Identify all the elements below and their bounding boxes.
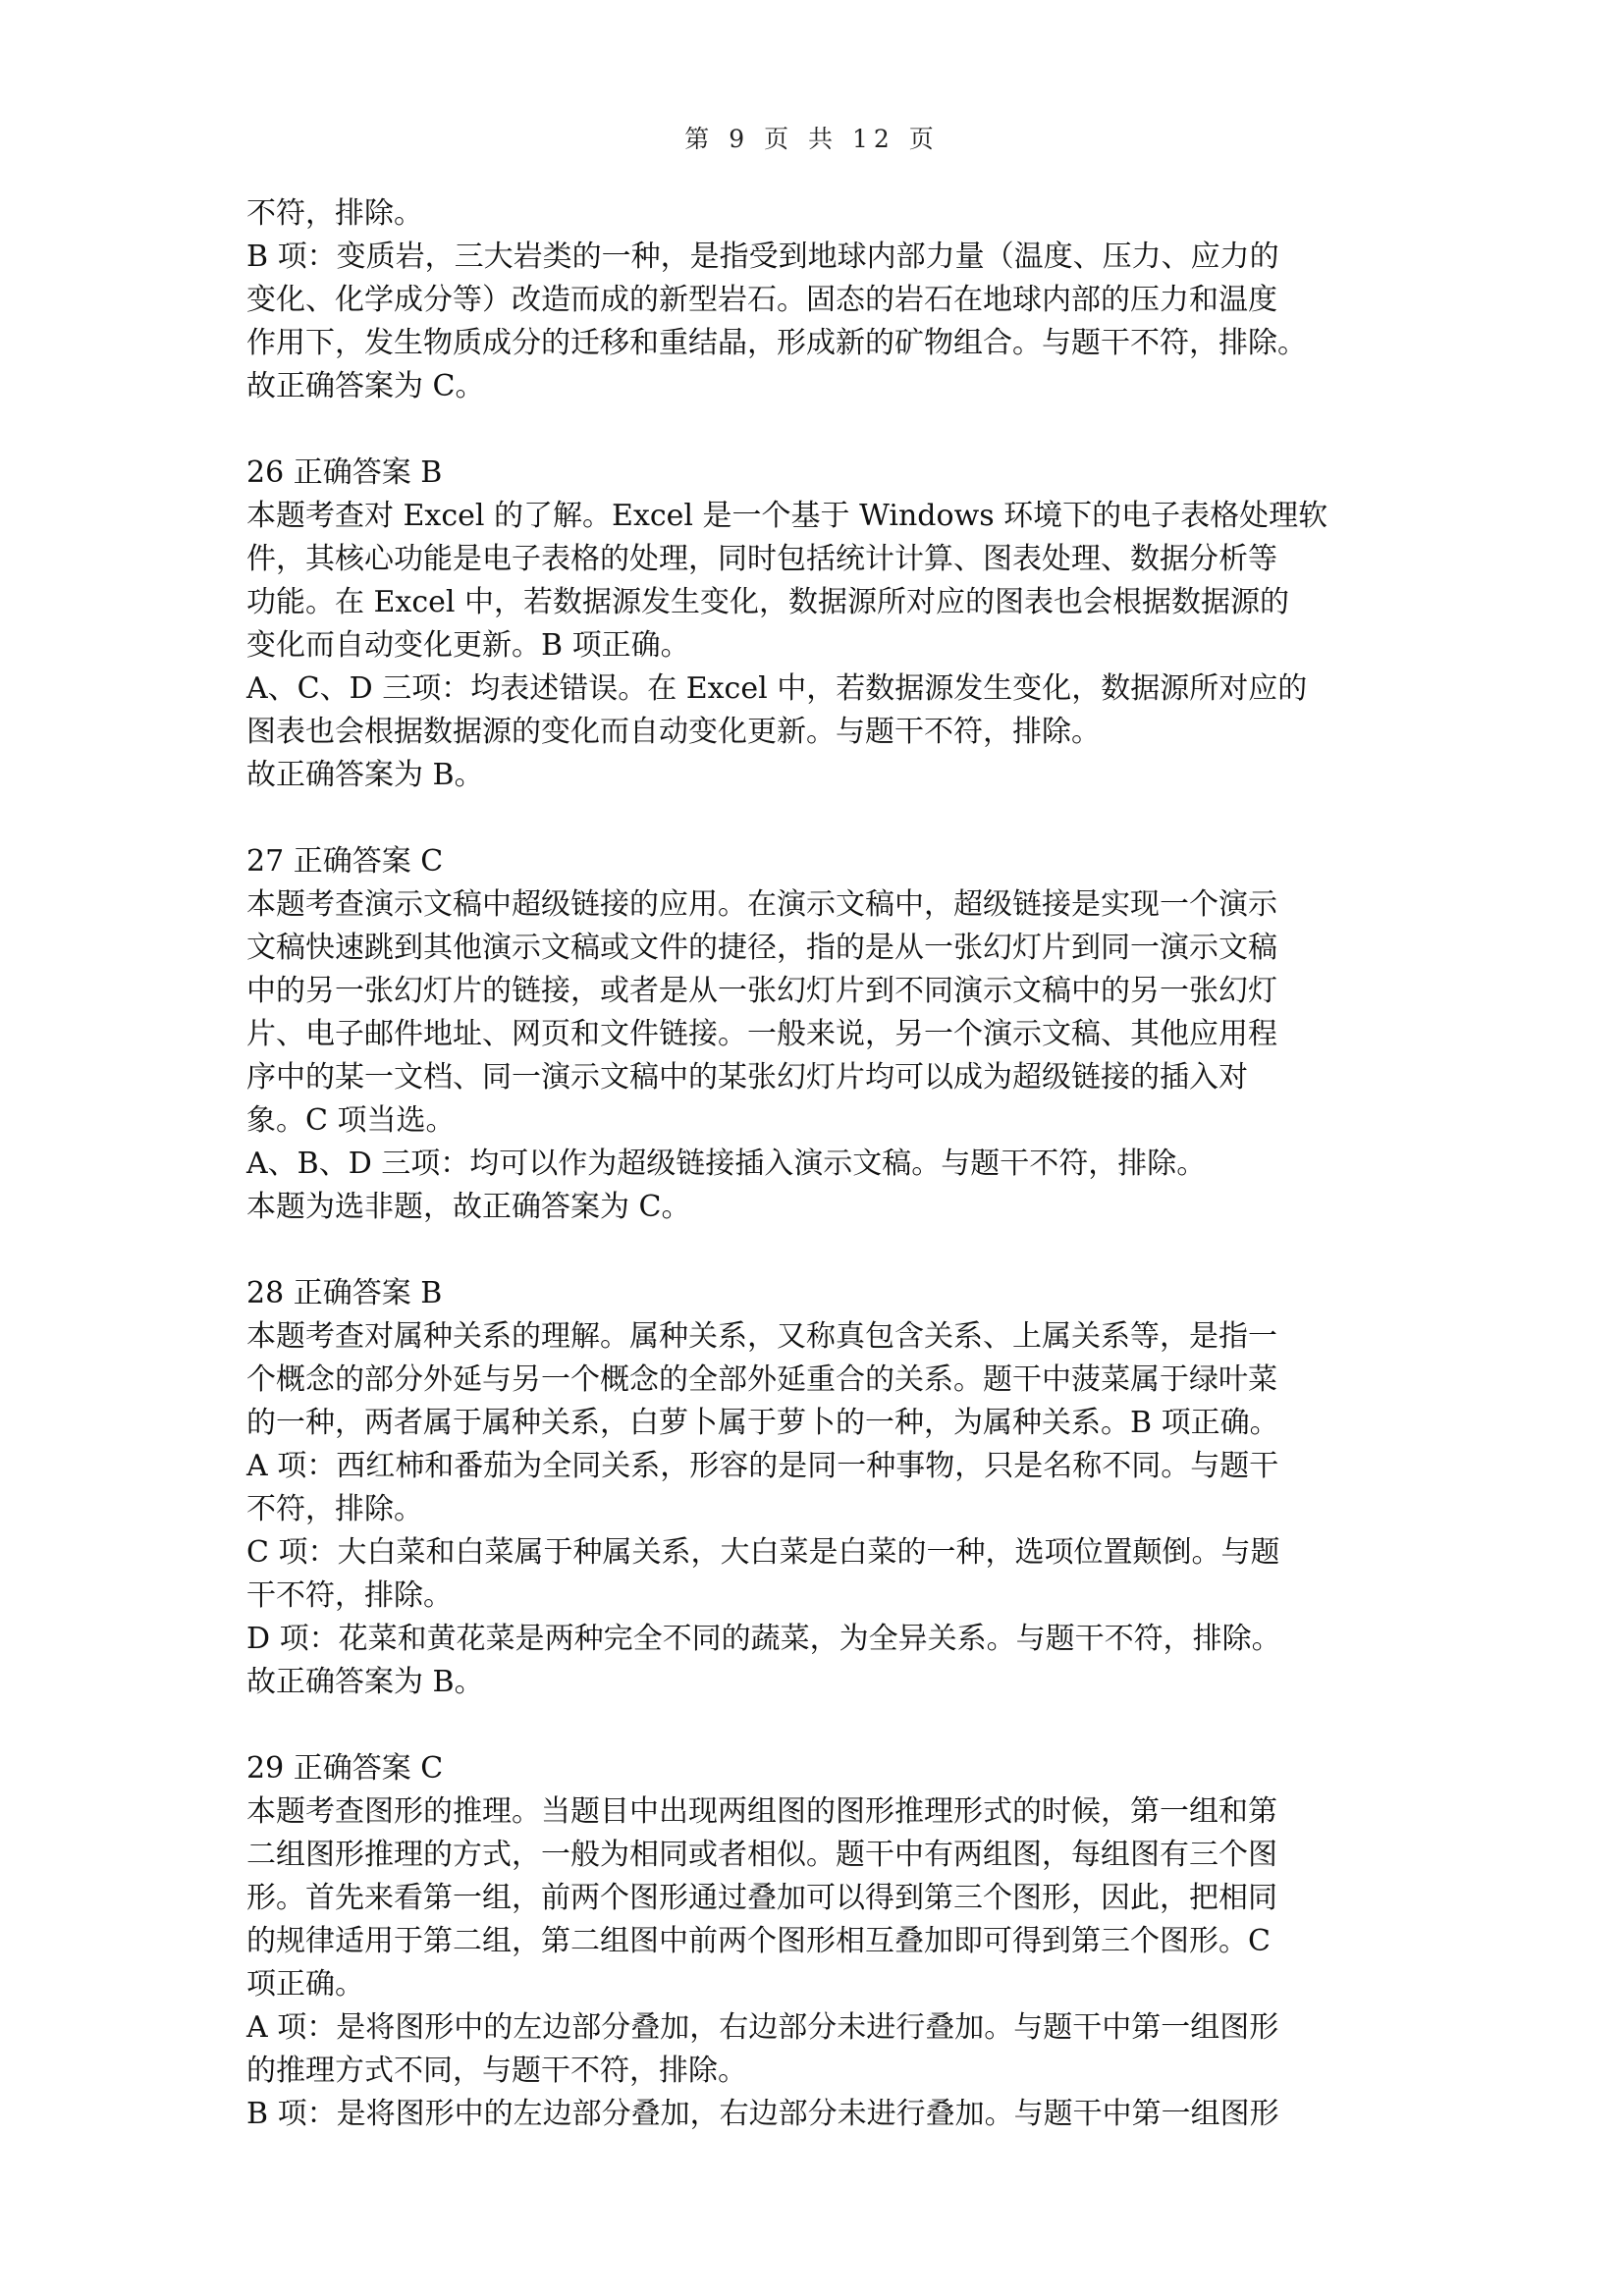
text-line: A、C、D 三项：均表述错误。在 Excel 中，若数据源发生变化，数据源所对应的	[246, 671, 1308, 706]
text-line: 本题为选非题，故正确答案为 C。	[246, 1190, 691, 1224]
text-line: 的一种，两者属于属种关系，白萝卜属于萝卜的一种，为属种关系。B 项正确。	[246, 1406, 1279, 1440]
answer-heading-29: 29 正确答案 C	[246, 1751, 444, 1786]
text-line: 故正确答案为 B。	[246, 1665, 484, 1699]
answer-heading-27: 27 正确答案 C	[246, 844, 444, 879]
text-line: 干不符，排除。	[246, 1578, 453, 1613]
text-line: A 项：西红柿和番茄为全同关系，形容的是同一种事物，只是名称不同。与题干	[246, 1449, 1279, 1483]
text-line: 个概念的部分外延与另一个概念的全部外延重合的关系。题干中菠菜属于绿叶菜	[246, 1362, 1277, 1397]
text-line: 本题考查对属种关系的理解。属种关系，又称真包含关系、上属关系等，是指一	[246, 1319, 1277, 1354]
text-line: 不符，排除。	[246, 196, 423, 231]
text-line: C 项：大白菜和白菜属于种属关系，大白菜是白菜的一种，选项位置颠倒。与题	[246, 1535, 1280, 1570]
text-line: 二组图形推理的方式，一般为相同或者相似。题干中有两组图，每组图有三个图	[246, 1838, 1277, 1872]
text-line: B 项：变质岩，三大岩类的一种，是指受到地球内部力量（温度、压力、应力的	[246, 240, 1279, 274]
text-line: 的规律适用于第二组，第二组图中前两个图形相互叠加即可得到第三个图形。C	[246, 1924, 1271, 1958]
text-line: 象。C 项当选。	[246, 1103, 456, 1138]
text-line: 作用下，发生物质成分的迁移和重结晶，形成新的矿物组合。与题干不符，排除。	[246, 326, 1307, 360]
answer-heading-26: 26 正确答案 B	[246, 455, 443, 490]
text-line: 本题考查演示文稿中超级链接的应用。在演示文稿中，超级链接是实现一个演示	[246, 887, 1277, 922]
answer-heading-28: 28 正确答案 B	[246, 1276, 443, 1310]
text-line: 变化而自动变化更新。B 项正确。	[246, 628, 690, 663]
text-line: 变化、化学成分等）改造而成的新型岩石。固态的岩石在地球内部的压力和温度	[246, 283, 1277, 317]
page-body	[246, 192, 1385, 2136]
text-line: 故正确答案为 C。	[246, 369, 485, 403]
text-line: 故正确答案为 B。	[246, 758, 484, 792]
text-line: 本题考查对 Excel 的了解。Excel 是一个基于 Windows 环境下的电子表格处理软	[246, 499, 1328, 533]
text-line: 项正确。	[246, 1967, 364, 2002]
text-line: 图表也会根据数据源的变化而自动变化更新。与题干不符，排除。	[246, 715, 1101, 749]
text-line: A、B、D 三项：均可以作为超级链接插入演示文稿。与题干不符，排除。	[246, 1147, 1207, 1181]
text-line: 中的另一张幻灯片的链接，或者是从一张幻灯片到不同演示文稿中的另一张幻灯	[246, 974, 1277, 1008]
page-number-header: 第 9 页 共 12 页	[684, 125, 940, 153]
text-line: 件，其核心功能是电子表格的处理，同时包括统计计算、图表处理、数据分析等	[246, 542, 1277, 576]
text-line: B 项：是将图形中的左边部分叠加，右边部分未进行叠加。与题干中第一组图形	[246, 2097, 1279, 2131]
text-line: 形。首先来看第一组，前两个图形通过叠加可以得到第三个图形，因此，把相同	[246, 1881, 1277, 1915]
text-line: 的推理方式不同，与题干不符，排除。	[246, 2054, 747, 2088]
text-line: 本题考查图形的推理。当题目中出现两组图的图形推理形式的时候，第一组和第	[246, 1794, 1277, 1829]
text-line: 功能。在 Excel 中，若数据源发生变化，数据源所对应的图表也会根据数据源的	[246, 585, 1290, 619]
text-line: 文稿快速跳到其他演示文稿或文件的捷径，指的是从一张幻灯片到同一演示文稿	[246, 931, 1277, 965]
text-line: 片、电子邮件地址、网页和文件链接。一般来说，另一个演示文稿、其他应用程	[246, 1017, 1277, 1051]
text-line: A 项：是将图形中的左边部分叠加，右边部分未进行叠加。与题干中第一组图形	[246, 2010, 1279, 2045]
text-line: 序中的某一文档、同一演示文稿中的某张幻灯片均可以成为超级链接的插入对	[246, 1060, 1248, 1095]
text-line: D 项：花菜和黄花菜是两种完全不同的蔬菜，为全异关系。与题干不符，排除。	[246, 1622, 1281, 1656]
text-line: 不符，排除。	[246, 1492, 423, 1526]
